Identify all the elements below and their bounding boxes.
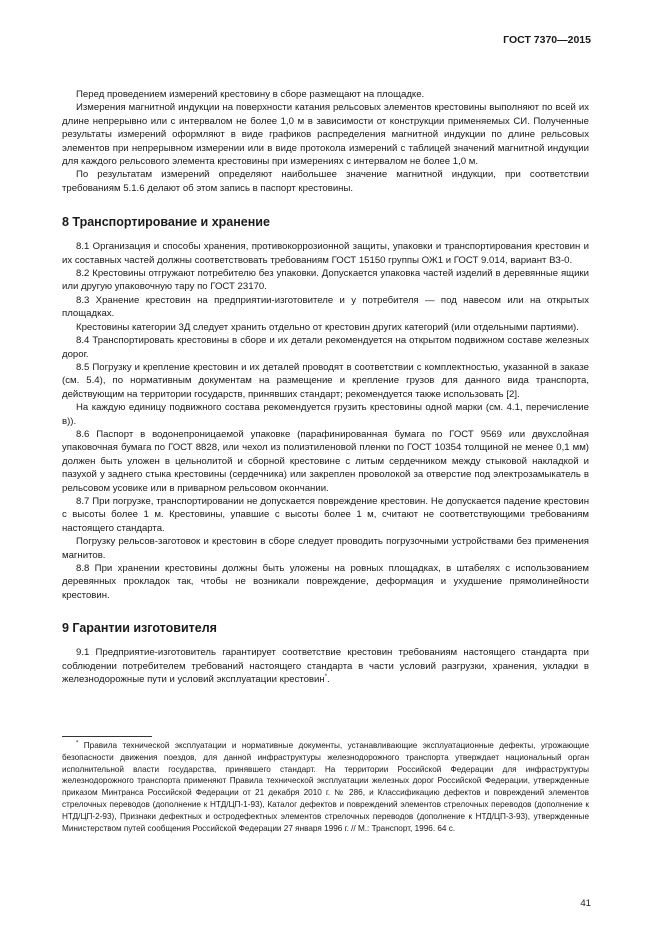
page-content bbox=[62, 88, 589, 686]
paragraph: Крестовины категории 3Д следует хранить отдельно от крестовин других категорий (или отдельными партиями). bbox=[76, 321, 579, 333]
paragraph-8-1: 8.1 Организация и способы хранения, противокоррозионной защиты, упаковки и транспортирования крестовин и их составных частей должны соответствовать требованиям ГОСТ 15150 группы ОЖ1 и ГОСТ 9.014, вариант ВЗ-0. bbox=[62, 241, 589, 266]
section-heading-9: 9 Гарантии изготовителя bbox=[62, 621, 217, 636]
footnote-separator bbox=[62, 736, 152, 737]
standard-number: ГОСТ 7370—2015 bbox=[503, 34, 591, 46]
footnote-reference[interactable]: * bbox=[324, 673, 328, 680]
footnote bbox=[62, 740, 589, 834]
section-heading-8: 8 Транспортирование и хранение bbox=[62, 215, 270, 230]
page-number: 41 bbox=[580, 898, 591, 909]
footnote-mark: * bbox=[76, 740, 79, 747]
paragraph-8-4: 8.4 Транспортировать крестовины в сборе и их детали рекомендуется на открытом подвижном составе железных дорог. bbox=[62, 335, 589, 360]
paragraph: По результатам измерений определяют наибольшее значение магнитной индукции, при соответствии требованиям 5.1.6 делают об этом запись в паспорт крестовины. bbox=[62, 169, 589, 194]
footnote-text bbox=[62, 740, 589, 834]
paragraph-8-7: 8.7 При погрузке, транспортировании не допускается повреждение крестовин. Не допускается падение крестовин с высоты более 1 м. Крестовины, упавшие с высоты более 1 м, считают не соответствующими требованиям настоящего стандарта. bbox=[62, 495, 589, 534]
footnote-body: Правила технической эксплуатации и нормативные документы, устанавливающие эксплуатационные дефекты, угрожающие безопасности движения поездов, для данной инфраструктуры железнодорожного транспорта утверждает национальный орган исполнительной власти государства, принявшего стандарт. На территории Российской Федерации для инфраструктуры железнодорожного транспорта применяют Правила технической эксплуатации железных дорог Российской Федерации, утвержденные приказом Минтранса Российской Федерации от 21 декабря 2010 г. № 286, и Классификацию дефектов и повреждений элементов стрелочных переводов (дополнение к НТД/ЦП-1-93), Каталог дефектов и повреждений элементов стрелочных переводов (дополнение к НТД/ЦП-2-93), Признаки дефектных и остродефектных элементов стрелочных переводов (дополнение к НТД/ЦП-3-93), утвержденные Министерством путей сообщения Российской Федерации 27 января 1996 г. // М.: Транспорт, 1996. 64 с. bbox=[62, 741, 589, 833]
paragraph-8-8: 8.8 При хранении крестовины должны быть уложены на ровных площадках, в штабелях с использованием деревянных прокладок так, чтобы не возникали повреждение, деформация и ухудшение прямолинейности крестовин. bbox=[62, 563, 589, 601]
paragraph: На каждую единицу подвижного состава рекомендуется грузить крестовины одной марки (см. 4.1, перечисление в)). bbox=[62, 402, 589, 427]
paragraph-8-6: 8.6 Паспорт в водонепроницаемой упаковке (парафинированная бумага по ГОСТ 9569 или двухслойная упаковочная бумага по ГОСТ 8828, или чехол из полиэтиленовой пленки по ГОСТ 10354 толщиной не менее 0,1 мм) должен быть уложен в цельнолитой и сборной крестовине с литым сердечником между стыковой накладкой и пазухой у заднего стыка крестовины (сердечника) или закреплен проволокой за отверстие под электрозамыкатель в рельсовом усовике или в приварном рельсовом окончании. bbox=[62, 428, 589, 494]
paragraph-8-5: 8.5 Погрузку и крепление крестовин и их деталей проводят в соответствии с комплектностью, указанной в заказе (см. 5.4), по нормативным документам на размещение и крепление грузов для данного вида транспорта, действующим на территории государств, принявших стандарт; рекомендуется также использовать [2]. bbox=[62, 361, 589, 400]
paragraph-8-2: 8.2 Крестовины отгружают потребителю без упаковки. Допускается упаковка частей изделий в деревянные ящики или другую упаковочную тару по ГОСТ 23170. bbox=[62, 268, 589, 293]
paragraph: Погрузку рельсов-заготовок и крестовин в сборе следует проводить погрузочными устройствами без применения магнитов. bbox=[62, 536, 589, 561]
paragraph: Перед проведением измерений крестовину в сборе размещают на площадке. bbox=[76, 89, 425, 100]
paragraph-9-1 bbox=[62, 646, 589, 686]
paragraph-end-punctuation: . bbox=[327, 674, 330, 686]
paragraph: Измерения магнитной индукции на поверхности катания рельсовых элементов крестовины выполняют по всей их длине непрерывно или с интервалом не более 1,0 м в зависимости от конструкции применяемых СИ. Полученные результаты измерений оформляют в виде графиков распределения магнитной индукции по длине рельсовых элементов при непрерывном измерении или в виде протокола измерений с таблицей значений магнитной индукции для каждого рельсового элемента крестовины при измерениях с интервалом не более 1,0 м. bbox=[62, 102, 589, 168]
paragraph-8-3: 8.3 Хранение крестовин на предприятии-изготовителе и у потребителя — под навесом или на открытых площадках. bbox=[62, 294, 589, 320]
paragraph-9-1-text: 9.1 Предприятие-изготовитель гарантирует соответствие крестовин требованиям настоящего стандарта при соблюдении потребителем требований настоящего стандарта в части условий разгрузки, хранения, укладки в железнодорожные пути и условий эксплуатации крестовин bbox=[62, 647, 589, 686]
